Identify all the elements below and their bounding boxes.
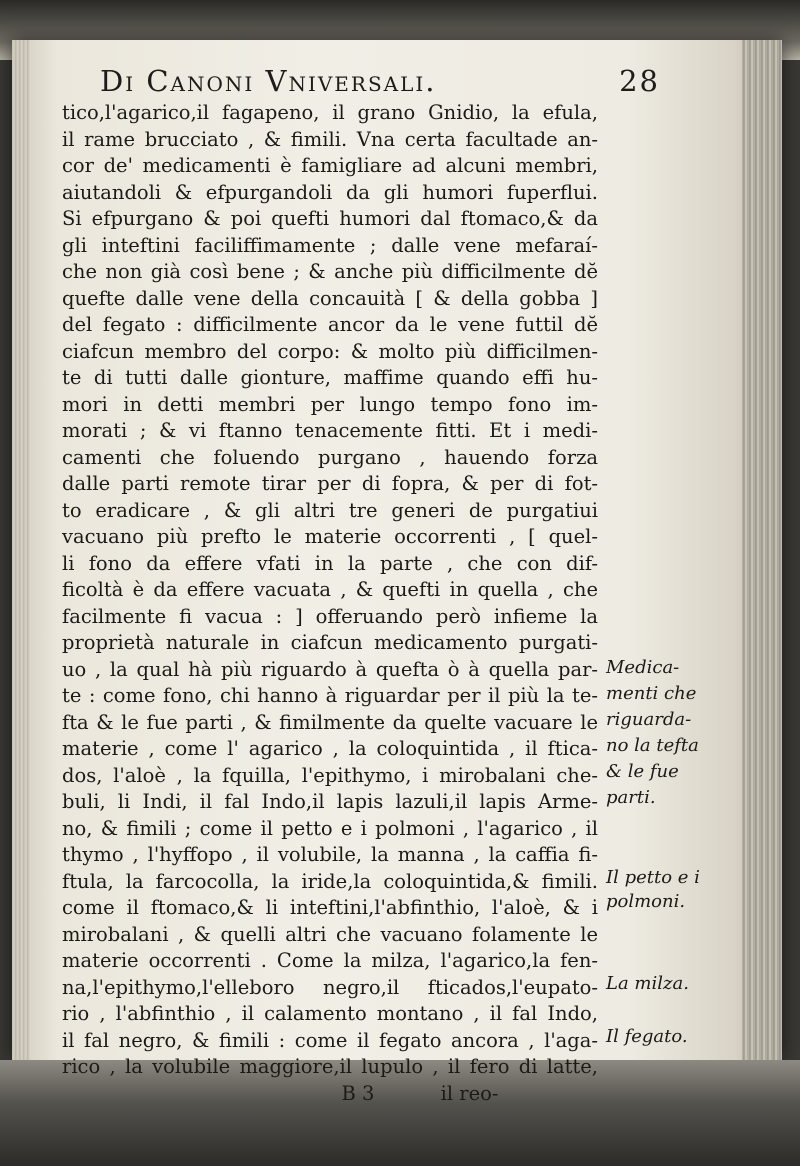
text-line: ficoltà è da effere vacuata , & quefti in quella , che <box>62 578 598 601</box>
text-line: no, & fimili ; come il petto e i polmoni , l'agarico , il <box>62 816 598 840</box>
page-gutter-shadow <box>12 40 30 1060</box>
text-line: to eradicare , & gli altri tre generi de purgatiui <box>62 498 598 522</box>
text-line: gli inteftini faciliffimamente ; dalle vene mefaraí- <box>62 233 598 257</box>
text-line: che non già così bene ; & anche più difficilmente dĕ <box>62 260 598 283</box>
marginal-note: riguarda- <box>606 709 692 730</box>
text-line: come il ftomaco,& li inteftini,l'abfinthio, l'aloè, & i <box>62 896 598 919</box>
text-line: materie occorrenti . Come la milza, l'agarico,la fen- <box>62 949 598 972</box>
signature-line <box>62 1081 598 1108</box>
text-line: del fegato : difficilmente ancor da le vene futtil dĕ <box>62 313 598 336</box>
page-number: 28 <box>619 64 660 98</box>
text-line: rico , la volubile maggiore,il lupulo , il fero di latte, <box>62 1055 598 1078</box>
text-line: vacuano più prefto le materie occorrenti , [ quel- <box>62 525 598 548</box>
text-line: rio , l'abfinthio , il calamento montano , il fal Indo, <box>62 1002 598 1025</box>
text-line: il rame brucciato , & fimili. Vna certa facultade an- <box>62 127 598 151</box>
text-line: buli, li Indi, il fal Indo,il lapis lazuli,il lapis Arme- <box>62 790 598 813</box>
text-line: tico,l'agarico,il fagapeno, il grano Gnidio, la efula, <box>62 101 598 124</box>
marginal-note: no la tefta <box>606 735 699 756</box>
marginal-note: Il fegato. <box>606 1026 688 1047</box>
marginal-note: La milza. <box>606 973 689 994</box>
marginal-note: parti. <box>606 787 656 808</box>
catchword: il reo- <box>440 1081 499 1105</box>
text-line: morati ; & vi ftanno tenacemente fitti. Et i medi- <box>62 419 598 442</box>
marginal-note: menti che <box>606 683 697 704</box>
text-line: mirobalani , & quelli altri che vacuano folamente le <box>62 922 598 946</box>
signature-mark: B 3 <box>341 1081 375 1105</box>
text-line: ciafcun membro del corpo: & molto più difficilmen- <box>62 339 598 363</box>
text-line: proprietà naturale in ciafcun medicamento purgati- <box>62 631 598 654</box>
text-line: te : come fono, chi hanno à riguardar per il più la te- <box>62 684 598 707</box>
marginal-note: & le fue <box>606 761 679 782</box>
text-line: cor de' medicamenti è famigliare ad alcuni membri, <box>62 154 598 177</box>
text-line: facilmente fi vacua : ] offeruando però infieme la <box>62 604 598 628</box>
text-line: il fal negro, & fimili : come il fegato ancora , l'aga- <box>62 1028 598 1052</box>
text-line: camenti che foluendo purgano , hauendo forza <box>62 445 598 469</box>
text-line: dalle parti remote tirar per di fopra, & per di fot- <box>62 472 598 495</box>
text-line: na,l'epithymo,l'elleboro negro,il fticados,l'eupato- <box>62 975 598 999</box>
text-line: thymo , l'hyffopo , il volubile, la manna , la caffia fi- <box>62 843 598 866</box>
text-line: dos, l'aloè , la fquilla, l'epithymo, i mirobalani che- <box>62 763 598 787</box>
text-line: te di tutti dalle gionture, maffime quando effi hu- <box>62 366 598 389</box>
page-fore-edge <box>742 40 782 1060</box>
running-head <box>100 64 660 98</box>
text-line: uo , la qual hà più riguardo à quefta ò à quella par- <box>62 657 598 681</box>
marginal-note: Il petto e i <box>606 867 700 888</box>
marginal-note: Medica- <box>606 657 680 678</box>
text-line: ftula, la farcocolla, la iride,la coloquintida,& fimili. <box>62 869 598 893</box>
main-text-block <box>62 100 598 1107</box>
text-line: mori in detti membri per lungo tempo fono im- <box>62 392 598 416</box>
marginal-note: polmoni. <box>606 891 686 912</box>
text-line: fta & le fue parti , & fimilmente da quelte vacuare le <box>62 710 598 734</box>
running-head-title: Di Canoni Vniversali. <box>100 64 437 98</box>
text-line: quefte dalle vene della concauità [ & della gobba ] <box>62 286 598 310</box>
text-line: Si efpurgano & poi quefti humori dal ftomaco,& da <box>62 207 598 230</box>
text-line: materie , come l' agarico , la coloquintida , il fticа- <box>62 737 598 760</box>
text-line: aiutandoli & efpurgandoli da gli humori fuperflui. <box>62 180 598 204</box>
text-line: li fono da effere vfati in la parte , che con dif- <box>62 551 598 575</box>
